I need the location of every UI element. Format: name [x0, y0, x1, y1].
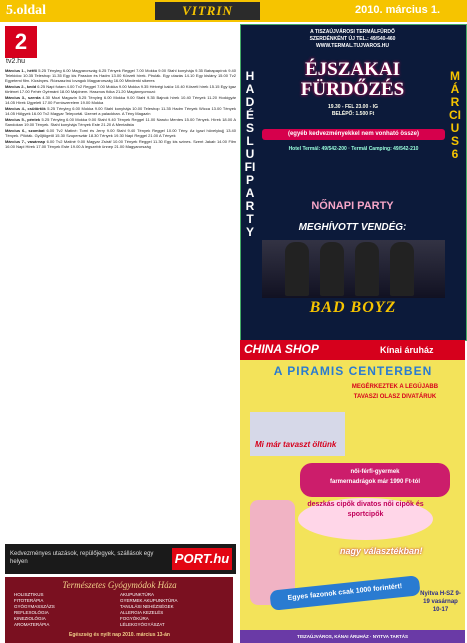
band-member	[320, 242, 344, 296]
party-banner: (egyéb kedvezményekkel nem vonható össze)	[262, 129, 445, 140]
party-side-left: HADÉSLUFIPARTY	[244, 69, 256, 239]
opening-hours: Nyitva H-SZ 9-19 vasárnap 10-17	[420, 591, 461, 613]
promo-line-2: TAVASZI OLASZ DIVATÁRUK	[353, 394, 437, 400]
band-member	[285, 242, 309, 296]
china-footer: TISZAÚJVÁROS, KÁNAI ÁRUHÁZ · NYITVA TARTÁS	[240, 630, 465, 643]
party-details: 19.30 - FEL 23.00 - IG BELÉPŐ: 1.500 Ft	[328, 104, 378, 117]
tv2-url: tv2.hu	[6, 58, 26, 65]
issue-date: 2010. március 1.	[355, 4, 441, 16]
masthead-logo: VITRIN	[155, 2, 260, 20]
promo-line-1: MEGÉRKEZTEK A LEGÚJABB	[351, 384, 439, 390]
china-title: CHINA SHOP	[244, 342, 319, 356]
model-photo	[250, 412, 345, 456]
china-subtitle: Kínai áruház	[380, 345, 434, 355]
spring-tagline: Mi már tavaszt öltünk	[255, 440, 337, 449]
listing-entry: Március 7., vasárnap 6.00 Tv2 Matiné 9.00 Magyar Zsiráf 10.00 Tények Reggel 11.30 Egy kis színes. Szent Jakab 14.00 Film 16.00 Napi Hírek 17.00 Tények Este 19.00 A legszebb ünnep 21.00 Magyarország	[5, 139, 236, 149]
spa-footer: Egészség és nyílt nap 2010. március 13-án	[69, 632, 170, 638]
listing-entry: Március 6., szombat 6.00 Tv2 Matiné: Tomi és Jerry 9.00 Stahl 9.40 Tények Reggel 10.00 Tény. Az igazi hüvelykujj 13.40 Tények. Pilóták. Gyűjtögető 15.30 Szupersztár 18.30 Tények 19.30 Napi Reggel 21.00 A Tények	[5, 128, 236, 138]
shoe-offer: deszkás cipők divatos női cipők és sportcipők	[298, 498, 433, 540]
band-member	[390, 242, 414, 296]
price-banner: Egyes fazonok csak 1000 forintért!	[269, 575, 420, 611]
spa-title: Természetes Gyógymódok Háza	[62, 580, 177, 590]
variety-tagline: nagy választékban!	[340, 546, 423, 556]
party-title: ÉJSZAKAI FÜRDŐZÉS	[300, 59, 405, 100]
party-side-right: MÁRCIUS6	[449, 69, 461, 161]
tv2-logo: 2	[5, 26, 37, 58]
jeans-offer: női-férfi-gyermek farmernadrágok már 1990 Ft-tól	[300, 463, 450, 497]
listing-entry: Március 1., hétfő 5.25 Tényleg 6.00 Magyarország 6.25 Tények Reggel 7.00 Mokka 9.00 Stahl konyhája 9.35 Babapapírok 9.40 Telekidoc 10.35 Teleshop 11.35 Egy kis Passion és Hadm 13.00 Körzeti hírek. Pirulák. Egy utazás 14.10 Egy kislány 15.00 Tv2 Egyetemi film. Kicsinyes. Rózsaszínú lovagok Magyarország 16.00 Mindenki sikeres	[5, 68, 236, 83]
spa-services-left: HOLISZTIKUS FITOTERÁPIA GYÓGYMASSZÁZS REFLEXOLÓGIA KINEZIOLÓGIA AROMATERÁPIA	[14, 592, 55, 627]
china-location: A PIRAMIS CENTERBEN	[273, 364, 433, 378]
port-ad-text: Kedvezményes utazások, repülőjegyek, szállások egy helyen	[10, 551, 154, 565]
listing-entry: Március 3., szerda 4.30 Mozi Magazin 5.25 Tényleg 6.00 Mokka 9.00 Stahl 9.35 Bajnok hírek 10.40 Tények 11.20 Hodógyár 14.05 Hírek Ügyeleti 17.00 Forrószerelem 19.00 Mokka	[5, 95, 236, 105]
listing-entry: Március 5., péntek 5.25 Tényleg 6.00 Mokka 9.00 Stahl 9.40 Tények Reggel 11.00 Naruto Mentes 15.00 Tények. Hírek 18.00 A Sandokan 19.00 Tények. Stahl konyhája Tények Este 21.20 A Mentalista	[5, 117, 236, 127]
port-logo[interactable]: PORT.hu	[172, 548, 232, 570]
tv-listings	[5, 68, 236, 543]
nonapi-party: NŐNAPI PARTY	[311, 200, 394, 212]
spa-services-right: AKUPUNKTÚRA GYERMEK AKUPUNKTÚRA TANULÁSI NEHÉZSÉGEK ALLERGIA KEZELÉS FOGYÓKÚRA LÉLEKGYÓGYÁSZAT	[120, 592, 178, 627]
guest-label: MEGHÍVOTT VENDÉG:	[298, 222, 407, 233]
party-header: A TISZAÚJVÁROSI TERMÁLFÜRDŐ SZERDÉNKÉNT ÚJ TEL.: 49/540-460 WWW.TERMAL.TUJVAROS.HU	[309, 29, 396, 49]
listing-entry: Március 4., csütörtök 5.25 Tényleg 6.00 Mokka 9.00 Stahl konyhája 10.00 Teleshop 11.35 Hadm Tények Wicca 13.00 Tények 14.05 Hölgyek 16.00 Tv2 Magyar Teleportál. Üzenet a palackban. A Tény Magazin	[5, 106, 236, 116]
band-member	[355, 242, 379, 296]
page-number: 5.oldal	[6, 3, 47, 18]
party-contact: Hotel Termál: 49/542-200 · Termál Camping: 49/542-210	[288, 146, 419, 152]
band-name: BAD BOYZ	[309, 299, 397, 316]
listing-entry: Március 2., kedd 6.25 Napi futam 4.00 Tv2 Reggel 7.00 Mokka 9.00 Mokka 9.35 Hétvégi kalóz 10.40 Körzeti hírek 15.15 Egy igaz történet 17.00 Fehér Gyémánt 18.00 Majdnem. Hasznos fióka 21.20 Magánnyomozó	[5, 84, 236, 94]
